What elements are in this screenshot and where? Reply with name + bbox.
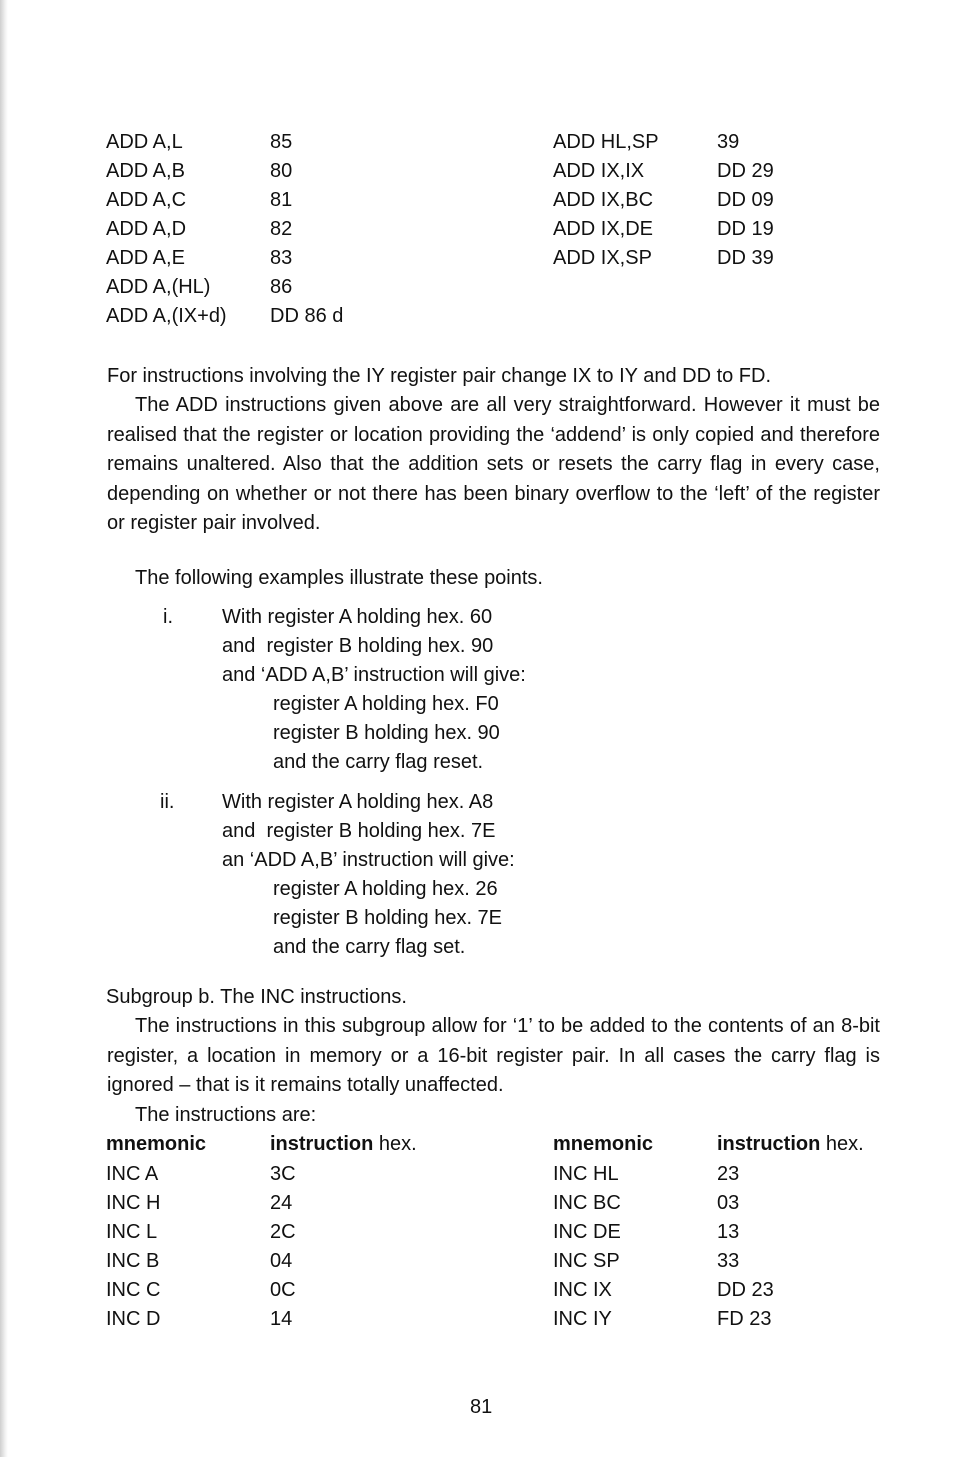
inc-hex: 3C: [270, 1163, 296, 1185]
example-result: register B holding hex. 90: [273, 722, 500, 744]
example-line: and register B holding hex. 90: [222, 635, 494, 657]
inc-hex: 04: [270, 1250, 293, 1272]
example-numeral: ii.: [160, 791, 175, 813]
add-hex: DD 29: [717, 160, 774, 182]
add-mnemonic: ADD A,B: [106, 160, 185, 182]
column-header-mnemonic: mnemonic: [106, 1133, 207, 1155]
column-header-instruction: instruction hex.: [717, 1133, 864, 1155]
inc-mnemonic: INC C: [106, 1279, 161, 1301]
add-hex: DD 86 d: [270, 305, 344, 327]
inc-hex: 13: [717, 1221, 740, 1243]
add-hex: 80: [270, 160, 293, 182]
example-line: an ‘ADD A,B’ instruction will give:: [222, 849, 515, 871]
page-number: 81: [470, 1396, 493, 1418]
example-result: register A holding hex. F0: [273, 693, 499, 715]
add-hex: 85: [270, 131, 293, 153]
subgroup-heading: Subgroup b. The INC instructions.: [106, 986, 407, 1008]
column-header-mnemonic: mnemonic: [553, 1133, 654, 1155]
add-mnemonic: ADD A,C: [106, 189, 187, 211]
add-mnemonic: ADD A,L: [106, 131, 183, 153]
add-hex: 81: [270, 189, 293, 211]
inc-hex: DD 23: [717, 1279, 774, 1301]
example-result: and the carry flag set.: [273, 936, 466, 958]
inc-hex: FD 23: [717, 1308, 772, 1330]
add-mnemonic: ADD A,(IX+d): [106, 305, 227, 327]
example-line: With register A holding hex. 60: [222, 606, 493, 628]
example-result: register B holding hex. 7E: [273, 907, 503, 929]
add-hex: 86: [270, 276, 293, 298]
inc-hex: 03: [717, 1192, 740, 1214]
inc-mnemonic: INC HL: [553, 1163, 619, 1185]
add-mnemonic: ADD IX,DE: [553, 218, 654, 240]
example-result: and the carry flag reset.: [273, 751, 484, 773]
add-hex: 39: [717, 131, 740, 153]
add-mnemonic: ADD HL,SP: [553, 131, 659, 153]
inc-mnemonic: INC D: [106, 1308, 161, 1330]
inc-mnemonic: INC L: [106, 1221, 158, 1243]
page-spine-shadow: [0, 0, 8, 1457]
inc-mnemonic: INC IY: [553, 1308, 612, 1330]
inc-mnemonic: INC IX: [553, 1279, 612, 1301]
add-paragraph: [107, 391, 880, 539]
inc-paragraph-text: The instructions in this subgroup allow for ‘1’ to be added to the contents of an 8-bit register, a location in memory or a 16-bit register pair. In all cases the carry flag is ignored – that is it remains totally unaffected.: [107, 1015, 880, 1096]
inc-hex: 23: [717, 1163, 740, 1185]
example-line: and register B holding hex. 7E: [222, 820, 496, 842]
instructions-are-label: The instructions are:: [135, 1104, 317, 1126]
add-hex: 83: [270, 247, 293, 269]
add-mnemonic: ADD A,(HL): [106, 276, 211, 298]
inc-mnemonic: INC H: [106, 1192, 161, 1214]
add-hex: DD 19: [717, 218, 774, 240]
inc-hex: 24: [270, 1192, 293, 1214]
inc-mnemonic: INC DE: [553, 1221, 621, 1243]
inc-hex: 2C: [270, 1221, 296, 1243]
inc-mnemonic: INC SP: [553, 1250, 620, 1272]
add-paragraph-text: The ADD instructions given above are all very straightforward. However it must be realised that the register or location providing the ‘addend’ is only copied and therefore remains unaltered. Also that the addition sets or resets the carry flag in every case, depending on whether or not there has been binary overflow to the ‘left’ of the register or register pair involved.: [107, 394, 880, 534]
inc-hex: 0C: [270, 1279, 296, 1301]
add-mnemonic: ADD IX,IX: [553, 160, 645, 182]
example-result: register A holding hex. 26: [273, 878, 498, 900]
add-mnemonic: ADD A,E: [106, 247, 185, 269]
add-mnemonic: ADD IX,SP: [553, 247, 652, 269]
add-hex: DD 39: [717, 247, 774, 269]
inc-paragraph: [107, 1012, 880, 1101]
inc-mnemonic: INC BC: [553, 1192, 621, 1214]
example-numeral: i.: [163, 606, 173, 628]
add-mnemonic: ADD IX,BC: [553, 189, 654, 211]
inc-mnemonic: INC A: [106, 1163, 159, 1185]
inc-mnemonic: INC B: [106, 1250, 160, 1272]
iy-note: For instructions involving the IY register pair change IX to IY and DD to FD.: [107, 365, 772, 387]
inc-hex: 14: [270, 1308, 293, 1330]
add-mnemonic: ADD A,D: [106, 218, 187, 240]
example-line: and ‘ADD A,B’ instruction will give:: [222, 664, 526, 686]
add-hex: 82: [270, 218, 293, 240]
example-line: With register A holding hex. A8: [222, 791, 494, 813]
examples-intro: The following examples illustrate these points.: [135, 567, 543, 589]
add-hex: DD 09: [717, 189, 774, 211]
column-header-instruction: instruction hex.: [270, 1133, 417, 1155]
inc-hex: 33: [717, 1250, 740, 1272]
